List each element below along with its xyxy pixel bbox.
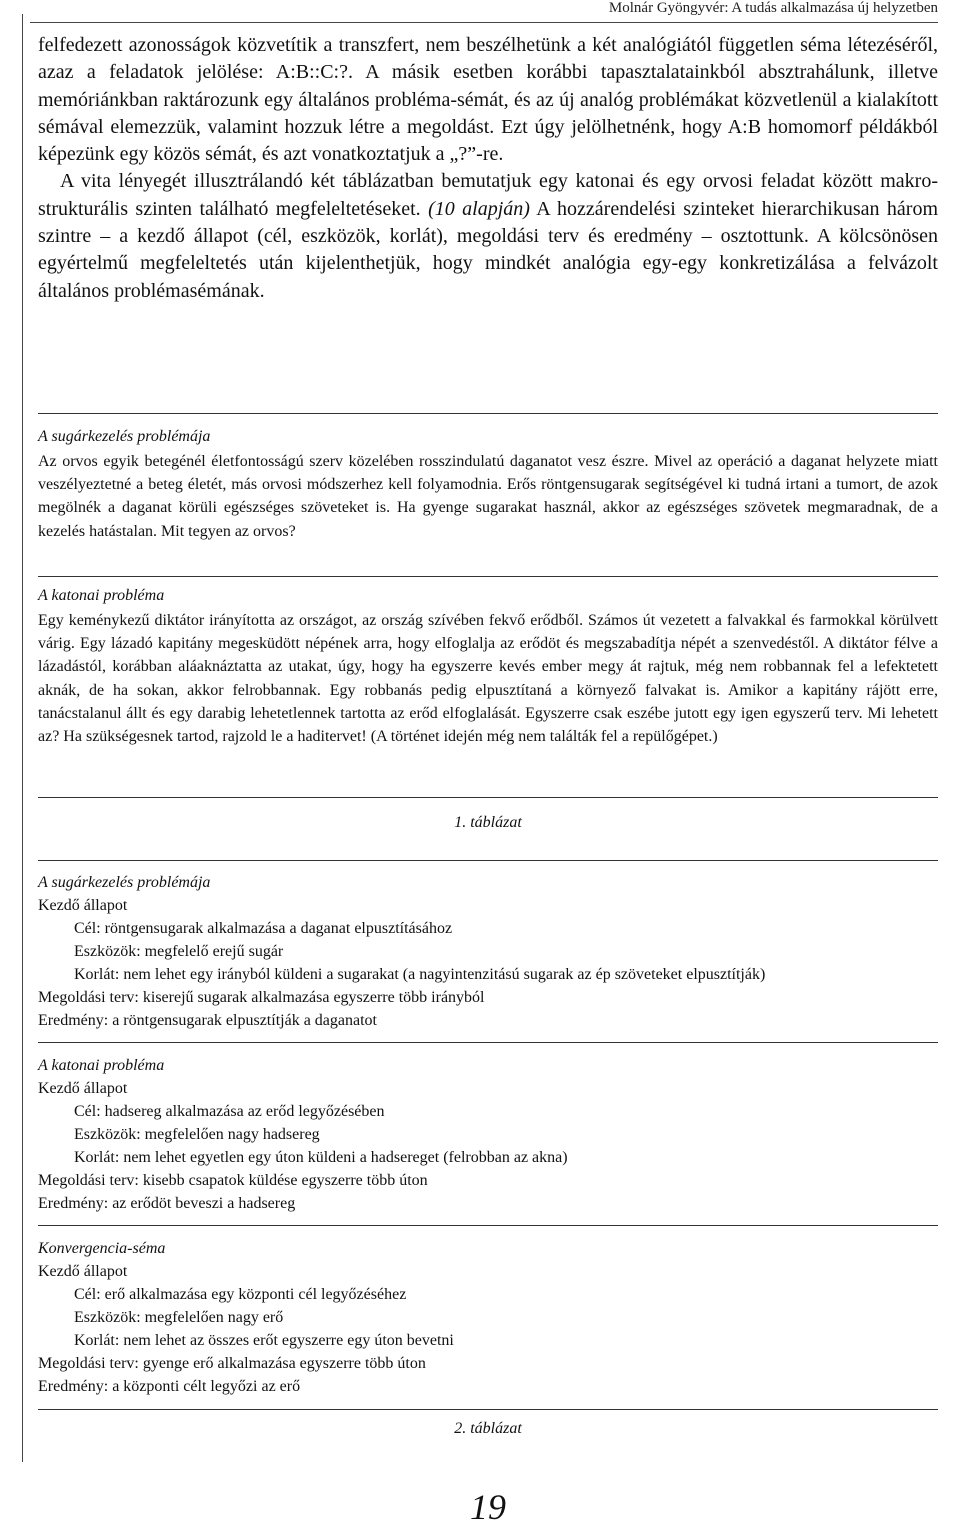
table2-result: Eredmény: az erődöt beveszi a hadsereg — [38, 1195, 296, 1212]
page-number: 19 — [470, 1487, 506, 1527]
running-header-title: Molnár Gyöngyvér: A tudás alkalmazása új helyzetben — [608, 0, 938, 16]
paragraph-2-text: A vita lényegét illusztrálandó két táblázatban bemutatjuk egy katonai és egy orvosi feladat között makro-strukturális szinten található megfeleltetéseket. — [38, 170, 938, 220]
table2-constraint: Korlát: nem lehet egy irányból küldeni a sugarakat (a nagyintenzitású sugarak az ép szöveteket elpusztítják) — [74, 966, 766, 983]
table2-goal: Cél: erő alkalmazása egy központi cél legyőzéséhez — [74, 1286, 407, 1303]
table2-divider-rule — [38, 1225, 938, 1226]
body-text — [38, 32, 938, 305]
table2-plan: Megoldási terv: kiserejű sugarak alkalmazása egyszerre több irányból — [38, 989, 485, 1006]
header-rule — [30, 22, 938, 23]
table2-divider-rule — [38, 1042, 938, 1043]
table2-plan: Megoldási terv: kisebb csapatok küldése egyszerre több úton — [38, 1172, 428, 1189]
table2-start-state: Kezdő állapot — [38, 1080, 128, 1097]
table1-section-title: A katonai probléma — [38, 587, 165, 604]
table1-top-rule — [38, 413, 938, 414]
table1-divider-rule — [38, 576, 938, 577]
table2-tools: Eszközök: megfelelően nagy erő — [74, 1309, 284, 1326]
table2-result: Eredmény: a központi célt legyőzi az erő — [38, 1378, 301, 1395]
body-paragraph-2 — [38, 168, 938, 304]
table2-start-state: Kezdő állapot — [38, 897, 128, 914]
table2-constraint: Korlát: nem lehet egyetlen egy úton küldeni a hadsereget (felrobban az akna) — [74, 1149, 568, 1166]
table2-goal: Cél: röntgensugarak alkalmazása a daganat elpusztításához — [74, 920, 453, 937]
table2-top-rule — [38, 860, 938, 861]
citation: (10 alapján) — [428, 197, 530, 220]
table2-tools: Eszközök: megfelelően nagy hadsereg — [74, 1126, 320, 1143]
table2-bottom-rule — [38, 1409, 938, 1410]
table1-caption: 1. táblázat — [454, 814, 522, 831]
table2-start-state: Kezdő állapot — [38, 1263, 128, 1280]
table2-section-title: Konvergencia-séma — [38, 1240, 166, 1257]
table2-plan: Megoldási terv: gyenge erő alkalmazása egyszerre több úton — [38, 1355, 426, 1372]
table2-goal: Cél: hadsereg alkalmazása az erőd legyőzésében — [74, 1103, 385, 1120]
table1-section-title: A sugárkezelés problémája — [38, 428, 211, 445]
side-rule — [22, 14, 23, 1462]
table1-section-text: Az orvos egyik betegénél életfontosságú szerv közelében rosszindulatú daganatot vesz észre. Mivel az operáció a daganat helyzete miatt veszélyeztetné a beteg életét, más orvosi módszerhez kell folyamodnia. Erős röntgensugarak segítségével ki tudná irtani a tumort, de azok megölnék a daganat körüli egészséges szöveteket is. Ha gyenge sugarakat használ, akkor az egészséges szövetek megmaradnak, de a kezelés hatástalan. Mit tegyen az orvos? — [38, 453, 938, 540]
table2-section-title: A katonai probléma — [38, 1057, 165, 1074]
table2-section-title: A sugárkezelés problémája — [38, 874, 211, 891]
body-paragraph-1: felfedezett azonosságok közvetítik a transzfert, nem beszélhetünk a két analógiától független séma létezéséről, azaz a feladatok jelölése: A:B::C:?. A másik esetben korábbi tapasztalatainkból absztrahálunk, illetve memóriánkban raktározunk egy általános probléma-sémát, és az új analóg problémákat közvetlenül a kialakított sémával elemezzük, valamint hozzuk létre a megoldást. Ezt úgy jelölhetnénk, hogy A:B homomorf példákból képezünk egy közös sémát, és azt vonatkoztatjuk a „?”-re. — [38, 34, 938, 166]
paragraph-2-text-continued: A hozzárendelési szinteket hierarchikusan három szintre – a kezdő állapot (cél, eszközök, korlát), megoldási terv és eredmény – osztottunk. A kölcsönösen egyértelmű megfeleltetés után kijelenthetjük, hogy mindkét analógia egy-egy konkretizálása a felvázolt általános problémasémának. — [38, 197, 938, 302]
table2-caption: 2. táblázat — [454, 1420, 522, 1437]
table1-bottom-rule — [38, 797, 938, 798]
journal-side-label — [0, 40, 2, 200]
table2-tools: Eszközök: megfelelő erejű sugár — [74, 943, 284, 960]
table1-section-text: Egy keménykezű diktátor irányította az országot, az ország szívében fekvő erődből. Számos út vezetett a falvakkal és farmokkal körülvett várig. Egy lázadó kapitány megesküdött népének arra, hogy elfoglalja az erődöt és megszabadítja népét a szenvedéstől. A diktátor félve a lázadástól, korábban aláaknáztatta az utakat, úgy, hogy ha egyszerre kevés ember megy át rajtuk, még nem robbannak fel a lefektetett aknák, de ha sokan, akkor felrobbannak. Egy robbanás pedig elpusztítaná a környező falvakat is. Amikor a kapitány rájött erre, tanácstalanul állt és egy darabig lehetetlennek tartotta az erőd elfoglalását. Egyszerre csak eszébe jutott egy igen egyszerű terv. Mi lehetett az? Ha szükségesnek tartod, rajzold le a haditervet! (A történet idején még nem találták fel a repülőgépet.) — [38, 612, 938, 746]
table2-constraint: Korlát: nem lehet az összes erőt egyszerre egy úton bevetni — [74, 1332, 454, 1349]
table2-result: Eredmény: a röntgensugarak elpusztítják a daganatot — [38, 1012, 377, 1029]
